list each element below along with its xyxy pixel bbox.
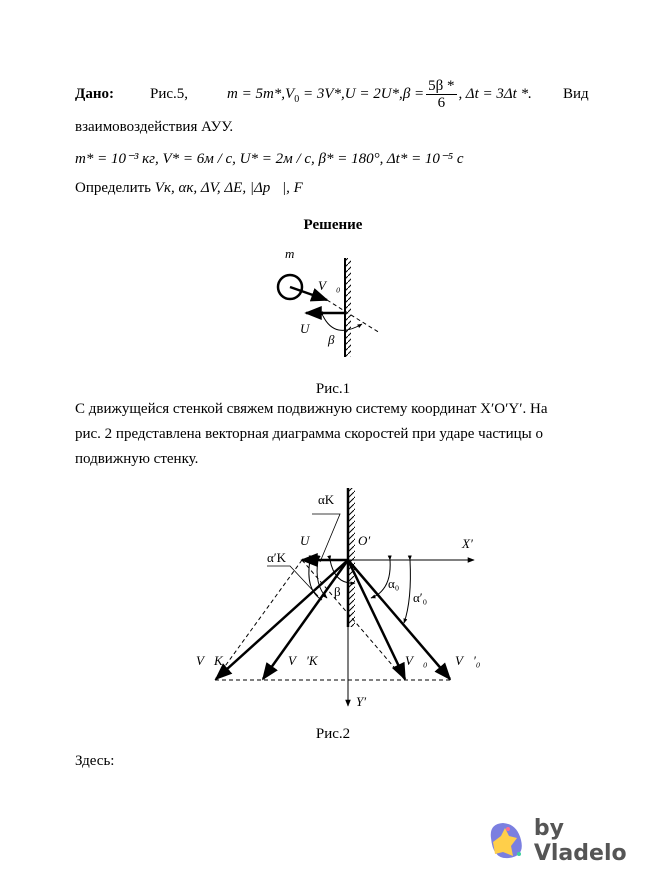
figure-1-diagram: [278, 246, 380, 357]
label-u: U⃗: [300, 321, 320, 336]
formula-m: m = 5m*,: [227, 85, 286, 102]
watermark-logo: [483, 818, 661, 864]
label-beta: β: [334, 584, 341, 599]
given-label: Дано:: [75, 86, 114, 102]
label-v0: V⃗₀: [318, 278, 341, 293]
paragraph-line: рис. 2 представлена векторная диаграмма скоростей при ударе частицы о: [75, 426, 543, 442]
wall-hatch: [349, 488, 355, 627]
formula-dt: , Δt = 3Δt *.: [458, 85, 532, 102]
label-beta: β: [328, 332, 335, 347]
beta-arc: [323, 316, 362, 330]
label-v0-prime: V⃗′₀: [455, 653, 481, 668]
fig2-caption: Рис.2: [315, 726, 351, 742]
formula-u: U = 2U*,: [344, 85, 403, 102]
label-x: X′: [462, 536, 473, 551]
label-alpha-k-prime: α′K: [267, 550, 287, 565]
label-u: U⃗: [300, 533, 320, 548]
constants-line: m* = 10⁻³ кг, V* = 6м / с, U* = 2м / с, β* = 180°, Δt* = 10⁻⁵ с: [75, 151, 464, 167]
formula-beta: β =: [402, 85, 425, 102]
label-alpha0: α₀: [388, 576, 400, 591]
vladelo-logo-icon: [483, 818, 526, 864]
watermark-text: by Vladelo: [533, 816, 627, 866]
given-formula: $m = 5m*,V_0 = 3V*,U = 2U*,\beta$ = $\frac{5\beta *}{6}$ , Δt = 3Δt *.: [227, 78, 532, 111]
given-line2: взаимовоздействия АУУ.: [75, 119, 234, 135]
here-label: Здесь:: [75, 753, 115, 769]
formula-v-rest: = 3V*,: [299, 85, 345, 102]
given-tail: Вид: [563, 86, 589, 102]
label-alpha-k: αK: [318, 492, 335, 507]
alpha0-prime-arc: [404, 560, 410, 623]
vk-vector: [216, 560, 348, 679]
formula-v: V: [285, 85, 295, 102]
frac-den: 6: [437, 95, 446, 111]
label-y: Y′: [356, 694, 367, 709]
label-vk: V⃗K: [196, 653, 223, 668]
solution-title: Решение: [303, 217, 363, 233]
label-vk-prime: V⃗′K: [288, 653, 318, 668]
determine-label: Определить: [75, 180, 152, 196]
figure-2-diagram: [196, 488, 480, 709]
frac-num: 5β *: [428, 78, 455, 94]
label-origin: O′: [358, 533, 371, 548]
determine-items: Vк, αк, ΔV, ΔE, |Δp⃗|, F: [154, 180, 303, 196]
paragraph-line: подвижную стенку.: [75, 451, 199, 467]
label-v0: V⃗₀: [405, 653, 428, 668]
label-alpha0-prime: α′₀: [413, 590, 428, 605]
alpha-k-prime-leader: [267, 566, 318, 596]
fig1-caption: Рис.1: [315, 381, 351, 397]
paragraph-line: С движущейся стенкой свяжем подвижную систему координат X′O′Y′. На: [75, 401, 548, 417]
label-m: m: [285, 246, 295, 261]
fig-ref: Рис.5,: [150, 86, 189, 102]
